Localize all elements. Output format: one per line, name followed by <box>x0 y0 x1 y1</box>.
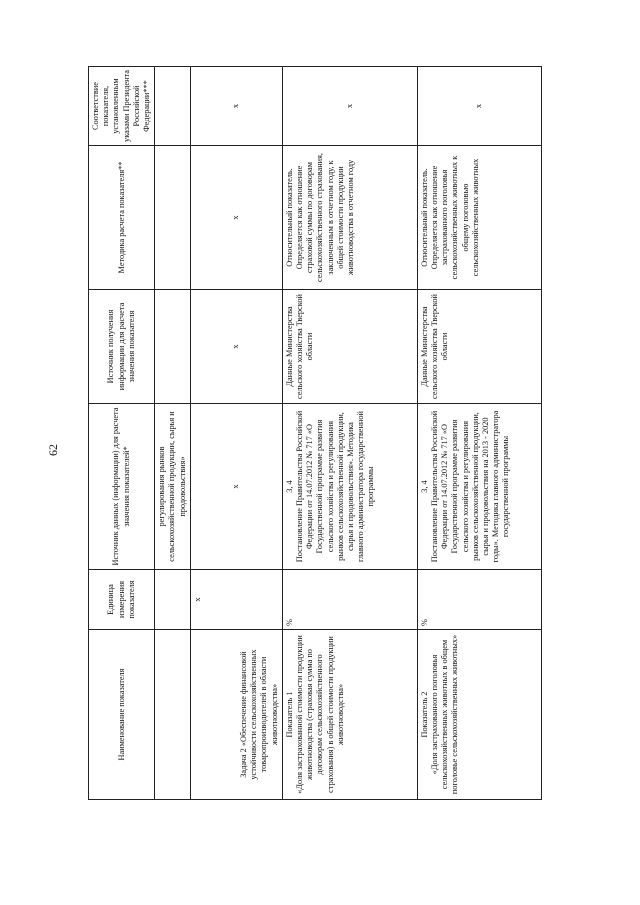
table-row-indicator-1 <box>282 67 417 800</box>
source-text: Постановление Правительства Российской Федерации от 14.07.2012 № 717 «О Государственной программе развития сельского хозяйства и регулирования рынков сельскохозяйственной продукции, сырья и продовольствия на 2013 - 2020 годы». Методика главного администратора государственной программы <box>430 410 511 563</box>
cell-unit: % <box>417 570 541 630</box>
cell-unit: % <box>282 570 417 630</box>
cell-method: Относительный показатель. Определяется как отношение застрахованного поголовья сельскохозяйственных животных к общему поголовью сельскохозяйственных животных <box>417 146 541 290</box>
table-row-indicator-2 <box>417 67 541 800</box>
indicator-head: Показатель 2 <box>419 691 429 738</box>
header-source-data: Источник данных (информации) для расчета значения показателей* <box>89 404 155 570</box>
cell-unit <box>155 570 191 630</box>
header-source-info: Источник получения информации для расчета значения показателя <box>89 290 155 404</box>
rotated-table-wrapper <box>88 67 529 800</box>
cell-source-info: Данные Министерства сельского хозяйства Тверской области <box>282 290 417 404</box>
cell-unit: х <box>190 570 282 630</box>
header-name: Наименование показателя <box>89 630 155 800</box>
table-row-continuation <box>155 67 191 800</box>
indicator-head: Показатель 1 <box>284 691 294 738</box>
source-codes: 3, 4 <box>419 480 429 493</box>
indicators-table <box>88 66 542 800</box>
source-codes: 3, 4 <box>284 480 294 493</box>
cell-source-data: х <box>190 404 282 570</box>
cell-name <box>282 630 417 800</box>
table-header-row <box>89 67 155 800</box>
source-text: Постановление Правительства Российской Федерации от 14.07.2012 № 717 «О Государственной программе развития сельского хозяйства и регулирования рынков сельскохозяйственной продукции, сырья и продовольствия». Методика главного администратора государственной программы <box>295 410 376 563</box>
cell-method <box>155 146 191 290</box>
cell-name <box>417 630 541 800</box>
cell-source-data <box>282 404 417 570</box>
indicator-text: «Доля застрахованного поголовья сельскохозяйственных животных в общем поголовье сельскохозяйственных животных» <box>430 634 460 795</box>
cell-source-info <box>155 290 191 404</box>
cell-decree: х <box>417 67 541 146</box>
cell-method: х <box>190 146 282 290</box>
indicator-text: «Доля застрахованной стоимости продукции животноводства (страховая сумма по договорам сельскохозяйственного страхования) в общей стоимости продукции животноводства» <box>295 635 345 794</box>
cell-source-data: регулирования рынков сельскохозяйственной продукции, сырья и продовольствия» <box>155 404 191 570</box>
header-decree: Соответствие показателя, установленным указами Президента Российской Федерации*** <box>89 67 155 146</box>
cell-decree: х <box>190 67 282 146</box>
header-method: Методика расчета показателя** <box>89 146 155 290</box>
cell-decree: х <box>282 67 417 146</box>
cell-source-data <box>417 404 541 570</box>
page-number: 62 <box>46 444 60 456</box>
cell-name: Задача 2 «Обеспечение финансовой устойчивости сельскохозяйственных товаропроизводителей в области животноводства» <box>190 630 282 800</box>
table-row-task-2 <box>190 67 282 800</box>
cell-name <box>155 630 191 800</box>
cell-method: Относительный показатель. Определяется как отношение страховой суммы по договорам сельскохозяйственного страхования, заключенным в отчетном году, к общей стоимости продукции животноводства в отчетном году <box>282 146 417 290</box>
cell-source-info: Данные Министерства сельского хозяйства Тверской области <box>417 290 541 404</box>
cell-decree <box>155 67 191 146</box>
cell-source-info: х <box>190 290 282 404</box>
header-unit: Единица измерения показателя <box>89 570 155 630</box>
